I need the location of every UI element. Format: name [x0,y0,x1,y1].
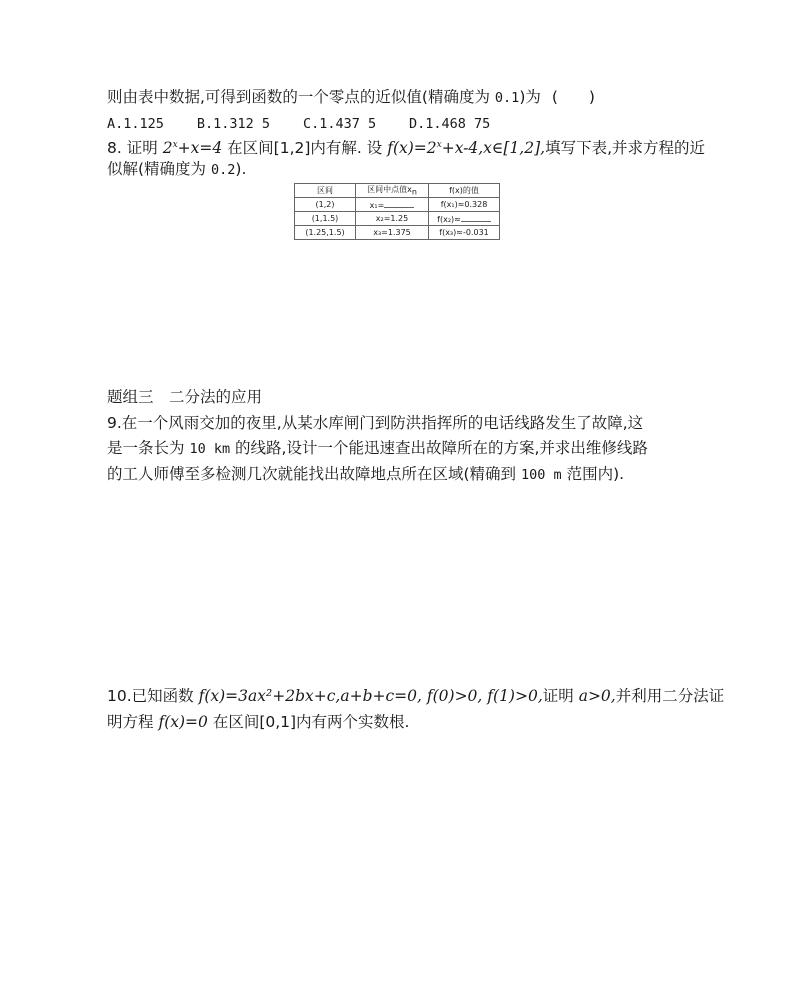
q10-number: 10. [107,687,132,705]
answer-bracket: ( ) [551,88,595,106]
q10-line-2: 明方程 f(x)=0 在区间[0,1]内有两个实数根. [107,713,410,731]
q9-number: 9. [107,414,122,432]
table-cell: x₃=1.375 [356,226,429,240]
q8-precision: 0.2 [211,162,236,178]
group3-title: 题组三 二分法的应用 [107,388,263,406]
q9-length: 10 km [189,441,231,457]
q8-number: 8. [107,139,122,158]
bisection-table [294,183,500,240]
fill-blank[interactable] [461,213,491,222]
q7-options [107,112,518,135]
q10-equation: f(x)=0 [158,713,208,731]
table-header-row [295,184,500,198]
table-cell: (1,1.5) [295,212,356,226]
q10-claim: a>0, [578,687,616,705]
q8-line-1: 8. 证明 $2^x+x=4$ 在区间[1,2]内有解. 设 $f(x)=2^x+x-4,x\in[1,2]$,填写下表,并求方程的近 [107,139,706,158]
q9-accuracy: 100 m [521,467,562,483]
table-cell: (1.25,1.5) [295,226,356,240]
table-cell: f(x₂)≈ [429,212,500,226]
table-cell: x₁= [356,198,429,212]
table-header: f(x)的值 [429,184,500,198]
option-a: A.1.125 [107,116,164,132]
q10-function: f(x)=3ax²+2bx+c,a+b+c=0, [198,687,422,705]
table-row [295,226,500,240]
table-cell: f(x₁)≈0.328 [429,198,500,212]
q8-equation: $2^x+x=4$ [162,139,223,158]
option-b: B.1.312 5 [196,116,270,132]
q9-line-1: 9.在一个风雨交加的夜里,从某水库闸门到防洪指挥所的电话线路发生了故障,这 [107,414,644,432]
q10-line-1: 10.已知函数 f(x)=3ax²+2bx+c,a+b+c=0, f(0)>0, f(1)>0,证明 a>0,并利用二分法证 [107,687,725,705]
q9-line-2: 是一条长为 10 km 的线路,设计一个能迅速查出故障所在的方案,并求出维修线路 [107,439,648,457]
table-header: 区间 [295,184,356,198]
table-row [295,198,500,212]
q8-line-2: 似解(精确度为 0.2). [107,160,247,178]
table-cell: (1,2) [295,198,356,212]
q7-stem: 则由表中数据,可得到函数的一个零点的近似值(精确度为 0.1)为 ( ) [107,88,595,106]
table-cell: f(x₃)≈-0.031 [429,226,500,240]
q7-precision: 0.1 [494,90,520,106]
table-cell: x₂=1.25 [356,212,429,226]
table-row [295,212,500,226]
option-d: D.1.468 75 [409,116,491,132]
table-header: 区间中点值$x_n$ [356,184,429,198]
option-c: C.1.437 5 [302,116,377,132]
q8-function-def: $f(x)=2^x+x-4,x\in[1,2]$, [387,139,546,158]
fill-blank[interactable] [384,199,414,208]
q9-line-3: 的工人师傅至多检测几次就能找出故障地点所在区域(精确到 100 m 范围内). [107,465,625,483]
